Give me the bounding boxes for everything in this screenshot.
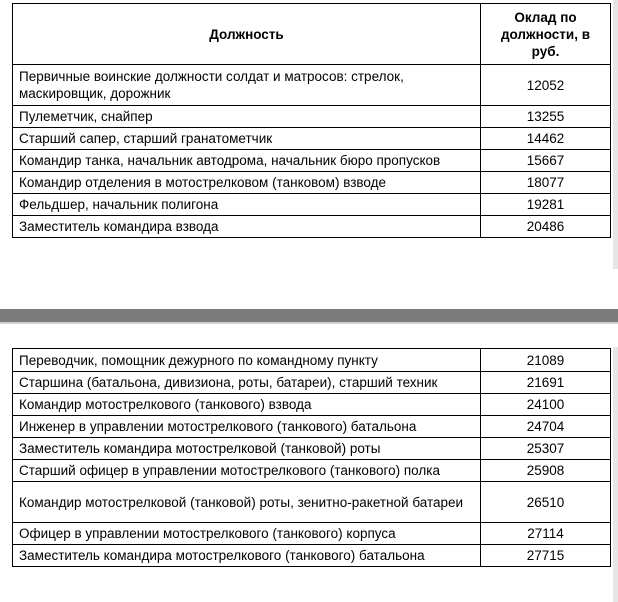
position-cell: Командир мотострелковой (танковой) роты, зенитно-ракетной батареи: [13, 482, 481, 523]
salary-cell: 27114: [481, 523, 611, 545]
salary-table-1: [12, 3, 611, 238]
salary-cell: 18077: [481, 172, 611, 194]
page-separator: [0, 309, 618, 322]
position-cell: Старшина (батальона, дивизиона, роты, батареи), старший техник: [13, 372, 481, 394]
position-cell: Командир отделения в мотострелковом (танковом) взводе: [13, 172, 481, 194]
table-row: [13, 194, 611, 216]
table-row: [13, 523, 611, 545]
table-row: [13, 150, 611, 172]
position-cell: Заместитель командира взвода: [13, 216, 481, 238]
table-row: [13, 394, 611, 416]
table-row: [13, 460, 611, 482]
position-cell: Пулеметчик, снайпер: [13, 106, 481, 128]
table-row: [13, 349, 611, 372]
salary-cell: 20486: [481, 216, 611, 238]
position-cell: Офицер в управлении мотострелкового (танкового) корпуса: [13, 523, 481, 545]
position-cell: Заместитель командира мотострелковой (танковой) роты: [13, 438, 481, 460]
salary-cell: 21691: [481, 372, 611, 394]
salary-cell: 24100: [481, 394, 611, 416]
table-row: [13, 545, 611, 567]
salary-cell: 25307: [481, 438, 611, 460]
salary-cell: 26510: [481, 482, 611, 523]
table-row: [13, 172, 611, 194]
table-row: [13, 106, 611, 128]
table-row: [13, 65, 611, 106]
header-salary: Оклад по должности, в руб.: [481, 4, 611, 65]
table-row: [13, 438, 611, 460]
salary-cell: 13255: [481, 106, 611, 128]
salary-cell: 21089: [481, 349, 611, 372]
salary-cell: 12052: [481, 65, 611, 106]
position-cell: Командир мотострелкового (танкового) взвода: [13, 394, 481, 416]
position-cell: Старший сапер, старший гранатометчик: [13, 128, 481, 150]
salary-cell: 27715: [481, 545, 611, 567]
position-cell: Заместитель командира мотострелкового (танкового) батальона: [13, 545, 481, 567]
position-cell: Инженер в управлении мотострелкового (танкового) батальона: [13, 416, 481, 438]
table-row: [13, 482, 611, 523]
salary-cell: 25908: [481, 460, 611, 482]
page-separator-shadow: [0, 322, 618, 324]
position-cell: Старший офицер в управлении мотострелкового (танкового) полка: [13, 460, 481, 482]
table-row: [13, 416, 611, 438]
position-cell: Переводчик, помощник дежурного по командному пункту: [13, 349, 481, 372]
table-row: [13, 372, 611, 394]
position-cell: Фельдшер, начальник полигона: [13, 194, 481, 216]
salary-table-2: [12, 348, 611, 567]
salary-cell: 14462: [481, 128, 611, 150]
salary-cell: 19281: [481, 194, 611, 216]
position-cell: Первичные воинские должности солдат и матросов: стрелок, маскировщик, дорожник: [13, 65, 481, 106]
table-row: [13, 216, 611, 238]
salary-cell: 24704: [481, 416, 611, 438]
salary-cell: 15667: [481, 150, 611, 172]
page-gap: [0, 269, 618, 347]
table-row: [13, 128, 611, 150]
table-header-row: [13, 4, 611, 65]
position-cell: Командир танка, начальник автодрома, начальник бюро пропусков: [13, 150, 481, 172]
header-position: Должность: [13, 4, 481, 65]
